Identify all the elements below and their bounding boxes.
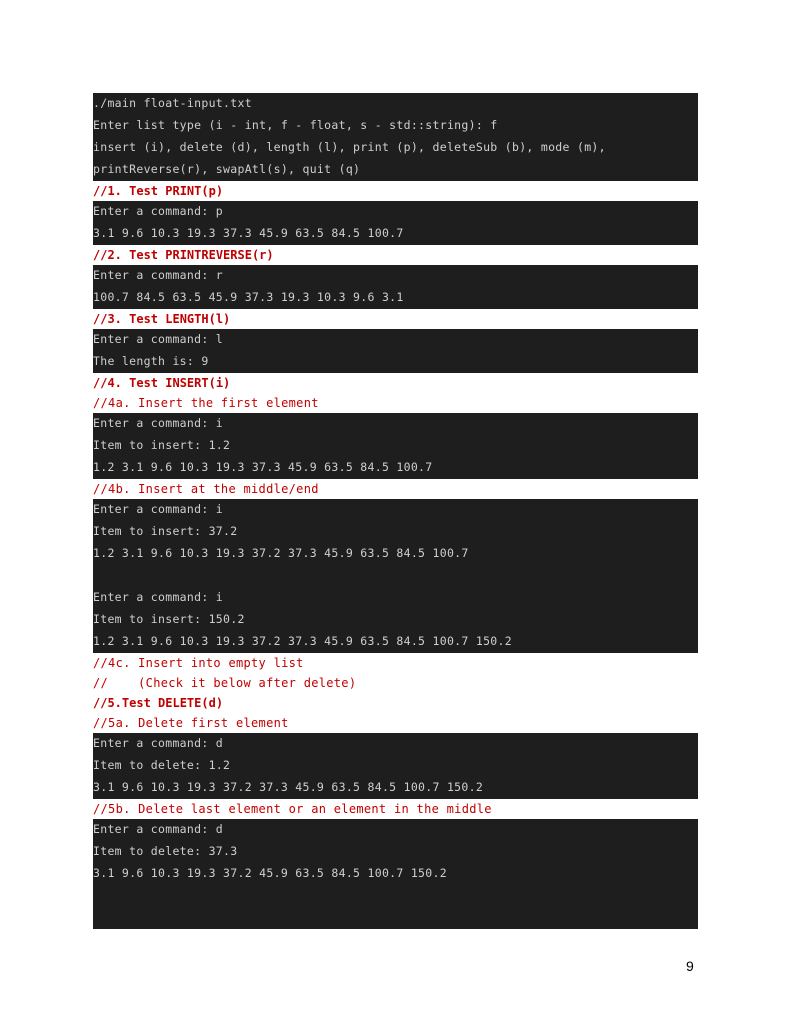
terminal-output-block [93, 499, 698, 653]
terminal-line [93, 565, 698, 587]
test-heading: //5.Test DELETE(d) [93, 696, 224, 710]
terminal-line: 3.1 9.6 10.3 19.3 37.2 37.3 45.9 63.5 84.5 100.7 150.2 [93, 780, 484, 794]
terminal-line: Item to insert: 37.2 [93, 524, 238, 538]
terminal-line: Enter a command: i [93, 590, 224, 604]
terminal-line: Item to delete: 37.3 [93, 844, 238, 858]
test-heading: //1. Test PRINT(p) [93, 184, 224, 198]
test-comment: //5b. Delete last element or an element in the middle [93, 802, 492, 816]
terminal-line: Enter a command: r [93, 268, 224, 282]
terminal-output-block [93, 413, 698, 479]
terminal-line [93, 907, 698, 929]
terminal-line: ./main float-input.txt [93, 96, 252, 110]
terminal-line: Item to insert: 150.2 [93, 612, 245, 626]
test-comment: // (Check it below after delete) [93, 676, 357, 690]
test-comment: //4c. Insert into empty list [93, 656, 304, 670]
terminal-line: The length is: 9 [93, 354, 209, 368]
terminal-line: 100.7 84.5 63.5 45.9 37.3 19.3 10.3 9.6 3.1 [93, 290, 404, 304]
test-comment: //4b. Insert at the middle/end [93, 482, 319, 496]
test-comment: //4a. Insert the first element [93, 396, 319, 410]
test-heading: //2. Test PRINTREVERSE(r) [93, 248, 274, 262]
test-heading: //4. Test INSERT(i) [93, 376, 231, 390]
terminal-line: 1.2 3.1 9.6 10.3 19.3 37.2 37.3 45.9 63.5 84.5 100.7 150.2 [93, 634, 512, 648]
terminal-line: 1.2 3.1 9.6 10.3 19.3 37.3 45.9 63.5 84.5 100.7 [93, 460, 433, 474]
terminal-line: 1.2 3.1 9.6 10.3 19.3 37.2 37.3 45.9 63.5 84.5 100.7 [93, 546, 469, 560]
terminal-output-block [93, 93, 698, 181]
terminal-output-block [93, 733, 698, 799]
terminal-line: Enter list type (i - int, f - float, s - std::string): f [93, 118, 498, 132]
terminal-output-block [93, 819, 698, 929]
document-body [93, 93, 698, 929]
terminal-line: insert (i), delete (d), length (l), print (p), deleteSub (b), mode (m), [93, 140, 606, 154]
test-comment: //5a. Delete first element [93, 716, 289, 730]
terminal-output-block [93, 265, 698, 309]
terminal-output-block [93, 329, 698, 373]
page-number: 9 [686, 958, 694, 974]
terminal-line: Enter a command: l [93, 332, 224, 346]
terminal-line: Enter a command: i [93, 502, 224, 516]
terminal-line: Item to delete: 1.2 [93, 758, 231, 772]
terminal-line: Item to insert: 1.2 [93, 438, 231, 452]
terminal-line: Enter a command: d [93, 736, 224, 750]
terminal-line: Enter a command: p [93, 204, 224, 218]
terminal-line: 3.1 9.6 10.3 19.3 37.2 45.9 63.5 84.5 100.7 150.2 [93, 866, 447, 880]
terminal-line: Enter a command: i [93, 416, 224, 430]
terminal-line: Enter a command: d [93, 822, 224, 836]
terminal-output-block [93, 201, 698, 245]
test-heading: //3. Test LENGTH(l) [93, 312, 231, 326]
terminal-line: printReverse(r), swapAtl(s), quit (q) [93, 162, 361, 176]
terminal-line [93, 885, 698, 907]
terminal-line: 3.1 9.6 10.3 19.3 37.3 45.9 63.5 84.5 100.7 [93, 226, 404, 240]
